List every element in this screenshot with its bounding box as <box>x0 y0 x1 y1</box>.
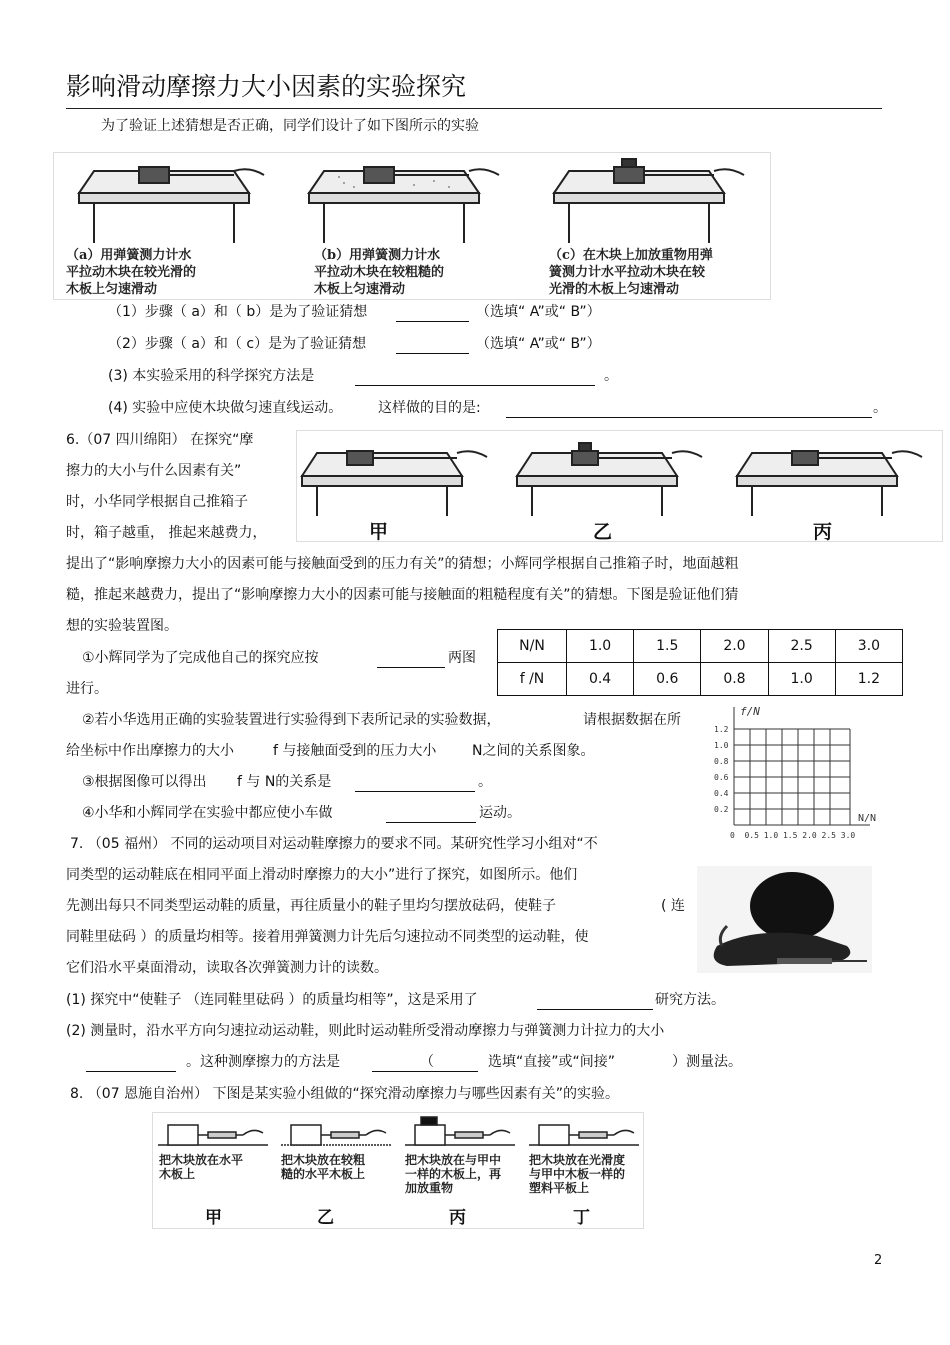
q7-line3: 先测出每只不同类型运动鞋的质量，再往质量小的鞋子里均匀摆放砝码，使鞋子 <box>66 898 556 914</box>
q8-illustration <box>153 1113 643 1153</box>
q8-caption-yi-1: 把木块放在较粗 <box>281 1153 366 1167</box>
q6-sub1-blank[interactable] <box>377 653 445 668</box>
q8-caption-ding-3: 塑料平板上 <box>529 1181 590 1195</box>
intro-text: 为了验证上述猜想是否正确，同学们设计了如下图所示的实验 <box>101 118 479 134</box>
q6-sub2-cont: 请根据数据在所 <box>583 712 681 728</box>
q6-sub2-line2b: f 与接触面受到的压力大小 <box>273 743 437 759</box>
q6-label-yi: 乙 <box>593 521 613 543</box>
q7-line4: 同鞋里砝码 ）的质量均相等。接着用弹簧测力计先后匀速拉动不同类型的运动鞋，使 <box>66 929 589 945</box>
caption-c-line1: （c）在木块上加放重物用弹 <box>549 248 713 263</box>
table-cell: 1.2 <box>835 663 902 696</box>
table-cell: 3.0 <box>835 630 902 663</box>
table-cell: 2.5 <box>768 630 835 663</box>
q6-sub3-b: f 与 N的关系是 <box>237 774 332 790</box>
q1-answer-blank[interactable] <box>396 307 469 322</box>
table-cell: 1.0 <box>567 630 634 663</box>
q6-para1: 提出了“影响摩擦力大小的因素可能与接触面受到的压力有关”的猜想；小辉同学根据自己推箱子时，地面越粗 <box>66 556 739 572</box>
q4-end: 。 <box>873 400 887 416</box>
q6-para3: 想的实验装置图。 <box>66 618 178 634</box>
q8-label-bing: 丙 <box>449 1208 466 1228</box>
q6-para2: 糙，推起来越费力，提出了“影响摩擦力大小的因素可能与接触面的粗糙程度有关”的猜想。下图是验证他们猜 <box>66 587 739 603</box>
q8-label-jia: 甲 <box>205 1208 222 1228</box>
table-cell: 0.8 <box>701 663 768 696</box>
q3-end: 。 <box>604 368 618 384</box>
q4-purpose-label: 这样做的目的是: <box>378 400 481 416</box>
q6-sub4: ④小华和小辉同学在实验中都应使小车做 <box>82 805 333 821</box>
q7-line1: 7. （05 福州） 不同的运动项目对运动鞋摩擦力的要求不同。某研究性学习小组对“不 <box>70 836 598 852</box>
q8-label-yi: 乙 <box>317 1208 334 1228</box>
table-cell: 2.0 <box>701 630 768 663</box>
q2-answer-blank[interactable] <box>396 339 469 354</box>
q6-figure <box>296 430 943 542</box>
q7-q2-blank1[interactable] <box>86 1057 176 1072</box>
q6-sub1: ①小辉同学为了完成他自己的探究应按 <box>82 650 319 666</box>
q7-q2-end: ）测量法。 <box>672 1054 742 1070</box>
graph-ytick: 0.2 <box>714 805 729 814</box>
caption-b-line3: 木板上匀速滑动 <box>314 282 406 297</box>
q8-label-ding: 丁 <box>573 1208 590 1228</box>
q6-sub3: ③根据图像可以得出 <box>82 774 207 790</box>
caption-a-line1: （a）用弹簧测力计水 <box>66 248 192 263</box>
q6-illustration <box>297 431 942 541</box>
caption-a-line3: 木板上匀速滑动 <box>66 282 158 297</box>
q1-hint: （选填“ A”或“ B”） <box>476 304 601 320</box>
q6-line3: 时，小华同学根据自己推箱子 <box>66 494 248 510</box>
title-underline <box>66 108 882 109</box>
q8-figure <box>152 1112 644 1229</box>
q6-label-jia: 甲 <box>369 521 389 543</box>
table-cell: 1.0 <box>768 663 835 696</box>
graph-xlabel: N/N <box>858 813 877 824</box>
q4-text: (4) 实验中应使木块做匀速直线运动。 <box>108 400 343 416</box>
q6-line1: 6.（07 四川绵阳） 在探究“摩 <box>66 432 254 448</box>
shoe-experiment-photo <box>697 866 872 973</box>
page-title: 影响滑动摩擦力大小因素的实验探究 <box>66 72 467 101</box>
q8-caption-bing-1: 把木块放在与甲中 <box>405 1153 502 1167</box>
graph-ytick: 0.6 <box>714 773 729 782</box>
q7-q2-method: 。这种测摩擦力的方法是 <box>186 1054 340 1070</box>
q3-answer-blank[interactable] <box>355 371 595 386</box>
q6-sub1-end: 两图 <box>448 650 476 666</box>
q2-hint: （选填“ A”或“ B”） <box>476 336 601 352</box>
table-row <box>498 630 903 663</box>
q6-sub4-end: 运动。 <box>479 805 521 821</box>
q8-line1: 8. （07 恩施自治州） 下图是某实验小组做的“探究滑动摩擦力与哪些因素有关”的实验。 <box>70 1086 620 1102</box>
q7-line3-end: ( 连 <box>661 898 685 914</box>
q6-sub2-line2c: N之间的关系图象。 <box>472 743 595 759</box>
graph-ylabel: f/N <box>740 705 760 718</box>
q4-answer-blank[interactable] <box>506 403 872 418</box>
graph-ytick: 0.8 <box>714 757 729 766</box>
q7-q1-end: 研究方法。 <box>655 992 725 1008</box>
caption-a-line2: 平拉动木块在较光滑的 <box>66 265 197 280</box>
q6-sub2: ②若小华选用正确的实验装置进行实验得到下表所记录的实验数据， <box>82 712 501 728</box>
q6-data-table <box>497 629 903 696</box>
table-cell: 0.6 <box>634 663 701 696</box>
q6-sub2-line2a: 给坐标中作出摩擦力的大小 <box>66 743 234 759</box>
page-number: 2 <box>874 1253 883 1268</box>
graph-ytick: 1.2 <box>714 725 729 734</box>
q7-line2: 同类型的运动鞋底在相同平面上滑动时摩擦力的大小”进行了探究，如图所示。他们 <box>66 867 578 883</box>
q8-caption-bing-3: 加放重物 <box>405 1181 454 1195</box>
table-head-f: f /N <box>498 663 567 696</box>
q6-sub4-blank[interactable] <box>386 808 476 823</box>
graph-ytick: 1.0 <box>714 741 729 750</box>
q6-sub3-end: 。 <box>478 774 492 790</box>
q2-text: （2）步骤（ a）和（ c）是为了验证猜想 <box>108 336 367 352</box>
q3-text: (3) 本实验采用的科学探究方法是 <box>108 368 315 384</box>
q7-q1-blank[interactable] <box>537 995 653 1010</box>
shoe-image <box>697 866 872 973</box>
caption-c-line2: 簧测力计水平拉动木块在较 <box>549 265 706 280</box>
caption-c-line3: 光滑的木板上匀速滑动 <box>549 282 680 297</box>
q6-sub1-cont: 进行。 <box>66 681 108 697</box>
q6-line2: 擦力的大小与什么因素有关” <box>66 463 242 479</box>
table-head-n: N/N <box>498 630 567 663</box>
q8-caption-jia-1: 把木块放在水平 <box>159 1153 244 1167</box>
q7-q2-hint: 选填“直接”或“间接” <box>488 1054 616 1070</box>
q1-text: （1）步骤（ a）和（ b）是为了验证猜想 <box>108 304 368 320</box>
caption-b-line2: 平拉动木块在较粗糙的 <box>314 265 445 280</box>
table-cell: 1.5 <box>634 630 701 663</box>
graph-xticks: 0 0.5 1.0 1.5 2.0 2.5 3.0 <box>730 831 856 840</box>
q8-caption-bing-2: 一样的木板上，再 <box>405 1167 502 1181</box>
q7-q1: (1) 探究中“使鞋子 （连同鞋里砝码 ）的质量均相等”，这是采用了 <box>66 992 478 1008</box>
q6-line4: 时，箱子越重， 推起来越费力， <box>66 525 267 541</box>
q6-sub3-blank[interactable] <box>355 777 475 792</box>
graph-ytick: 0.4 <box>714 789 729 798</box>
q8-caption-ding-2: 与甲中木板一样的 <box>529 1167 626 1181</box>
experiment-figure-abc <box>53 152 771 300</box>
q6-label-bing: 丙 <box>813 521 833 543</box>
q7-line5: 它们沿水平桌面滑动，读取各次弹簧测力计的读数。 <box>66 960 388 976</box>
q8-caption-ding-1: 把木块放在光滑度 <box>529 1153 626 1167</box>
q7-q2-paren: （ <box>420 1054 434 1070</box>
q8-caption-jia-2: 木板上 <box>159 1167 196 1181</box>
table-cell: 0.4 <box>567 663 634 696</box>
q7-q2: (2) 测量时，沿水平方向匀速拉动运动鞋，则此时运动鞋所受滑动摩擦力与弹簧测力计拉力的大小 <box>66 1023 665 1039</box>
f-n-graph <box>710 703 885 843</box>
table-row <box>498 663 903 696</box>
caption-b-line1: （b）用弹簧测力计水 <box>314 248 441 263</box>
q8-caption-yi-2: 糙的水平木板上 <box>281 1167 366 1181</box>
